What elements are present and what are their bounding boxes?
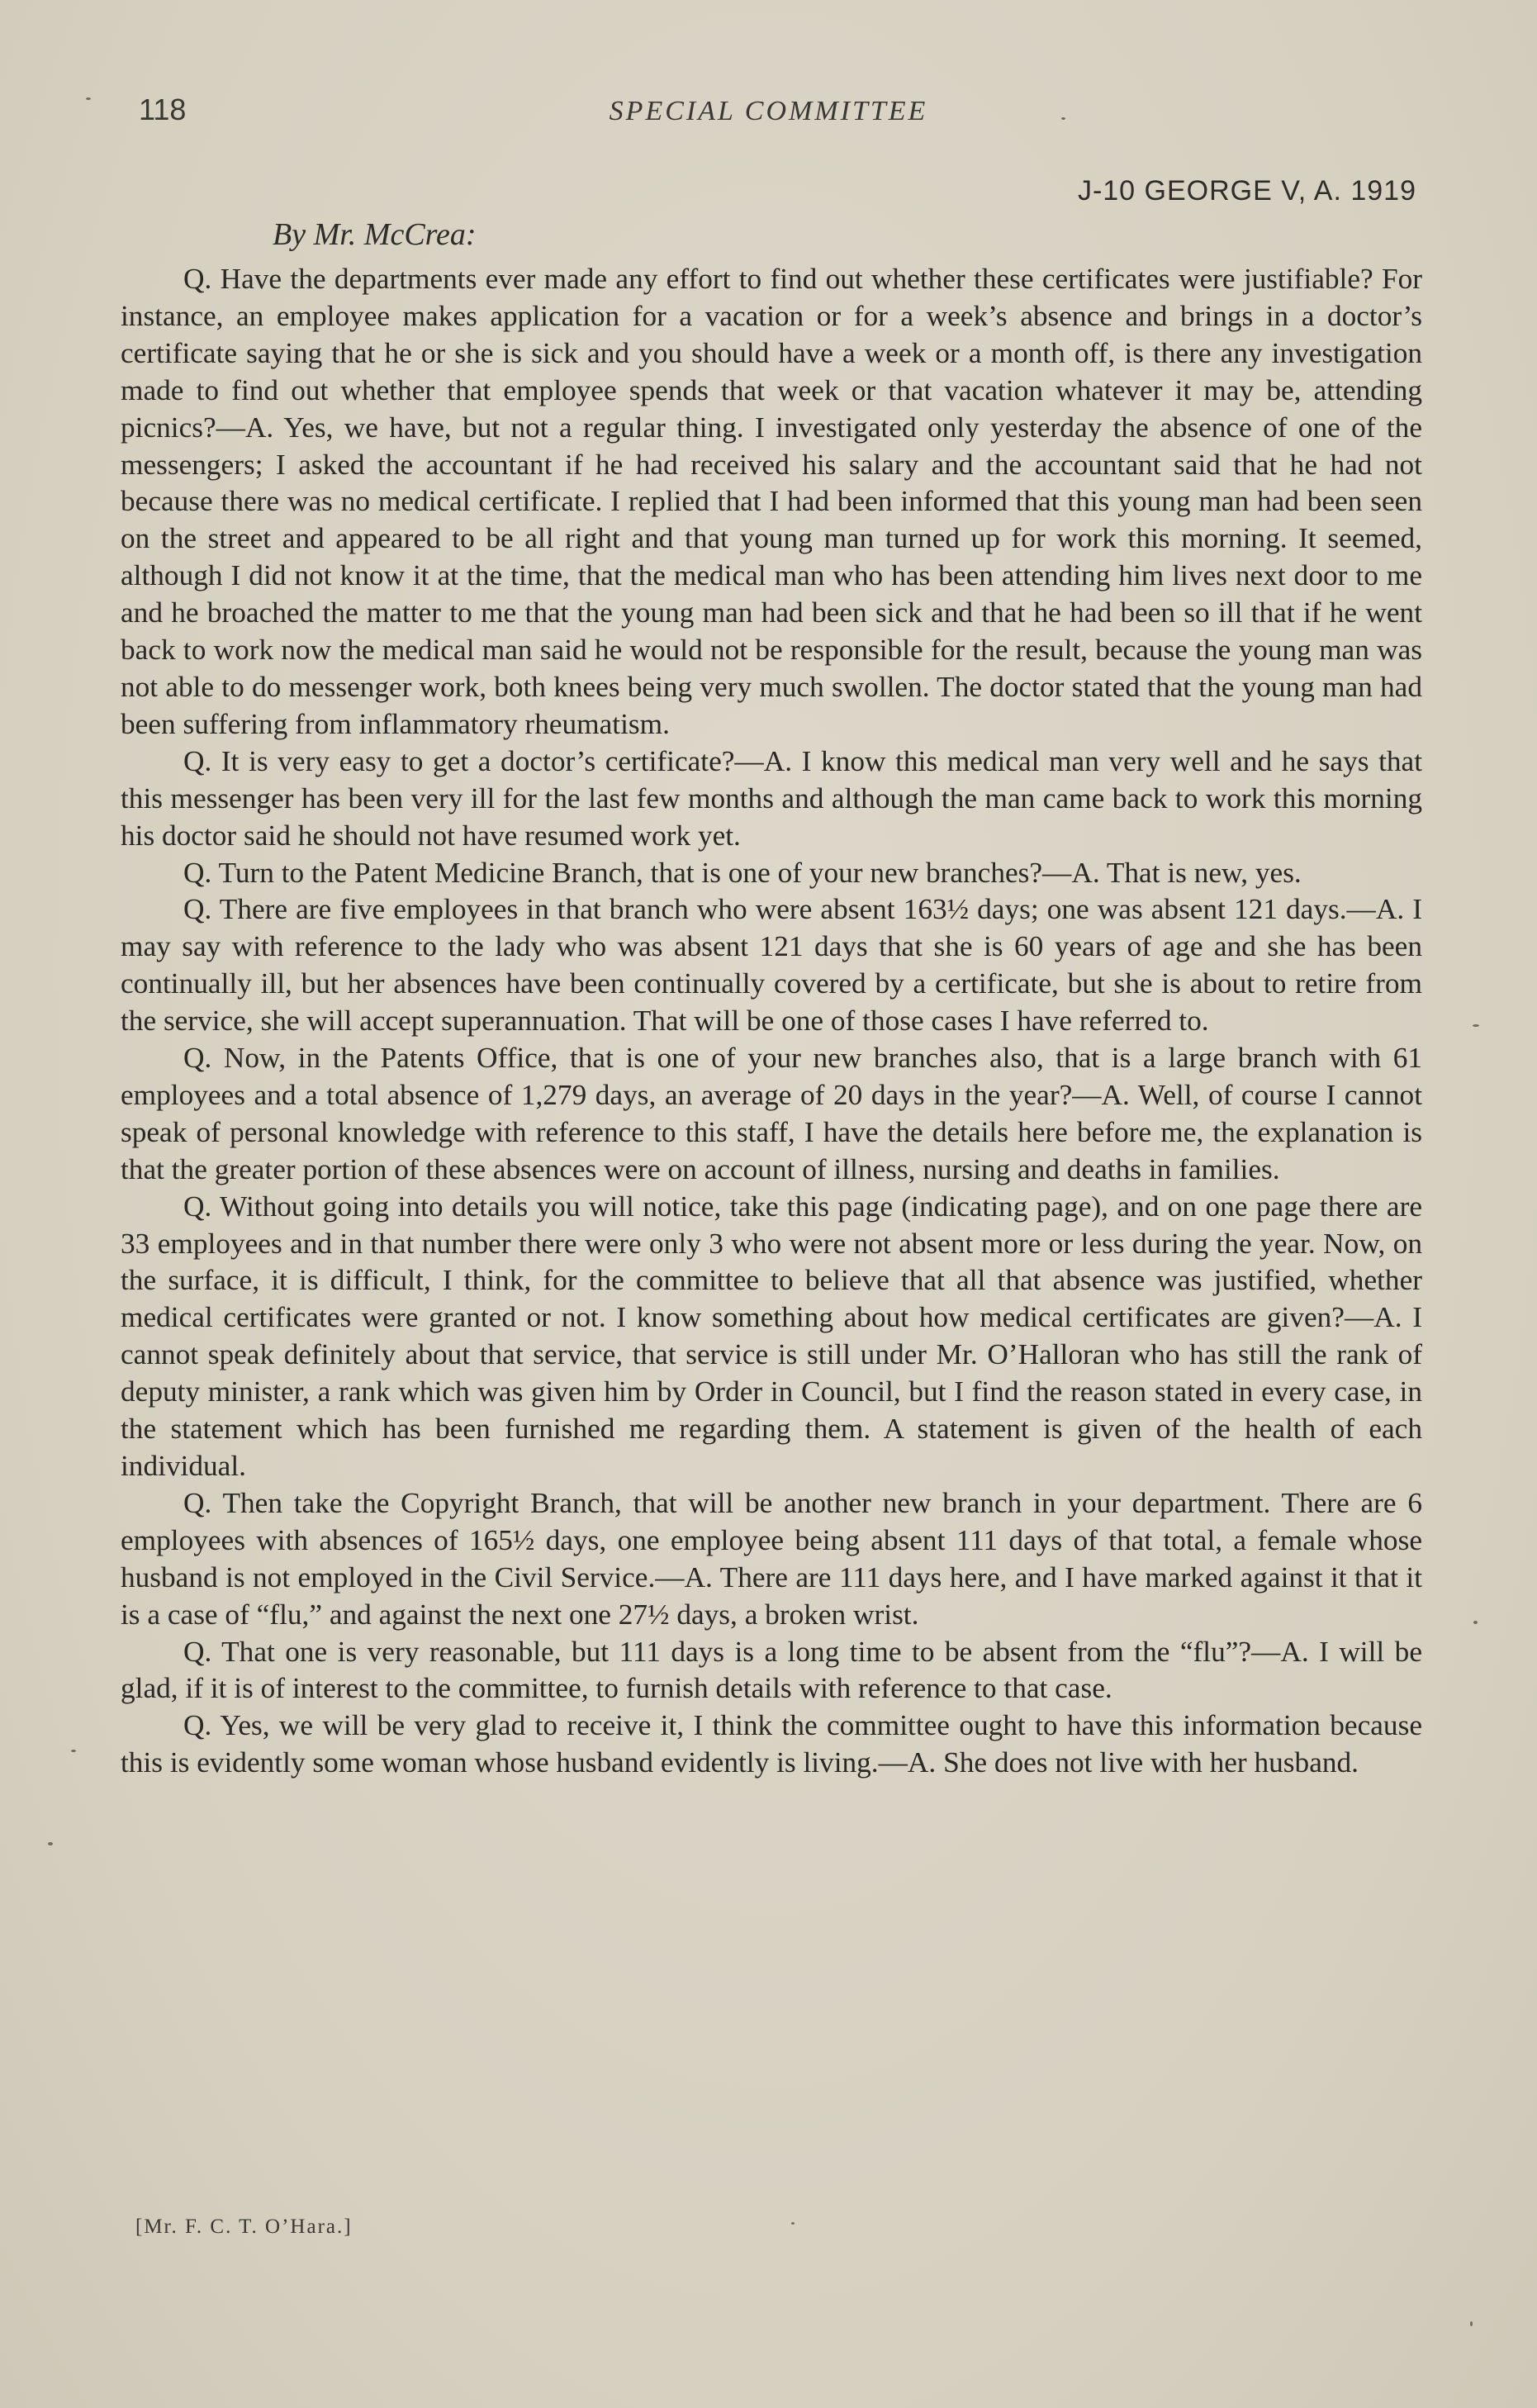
paper-speck — [86, 97, 91, 100]
paper-speck — [791, 2222, 795, 2225]
paragraph: Q. It is very easy to get a doctor’s certificate?—A. I know this medical man very well and he says that this messenger has been very ill for the last few months and although the man came back to work this morning his doctor said he should not have resumed work yet. — [121, 744, 1422, 852]
paper-speck — [1061, 117, 1065, 120]
paper-speck — [1473, 1621, 1478, 1624]
paragraph: Q. Turn to the Patent Medicine Branch, that is one of your new branches?—A. That is new, yes. — [183, 856, 1302, 889]
paragraph: Q. Now, in the Patents Office, that is one of your new branches also, that is a large branch with 61 employees and a total absence of 1,279 days, an average of 20 days in the year?—A. Well, of course I cannot speak of personal knowledge with reference to this staff, I have the details here before me, the explanation is that the greater portion of these absences were on account of illness, nursing and deaths in families. — [121, 1042, 1422, 1185]
paragraph: Q. There are five employees in that branch who were absent 163½ days; one was absent 121 days.—A. I may say with reference to the lady who was absent 121 days that she is 60 years of age and she has been continually ill, but her absences have been continually covered by a certificate, but she is about to retire from the service, she will accept superannuation. That will be one of those cases I have referred to. — [121, 893, 1422, 1038]
paragraph: Q. Then take the Copyright Branch, that will be another new branch in your department. There are 6 employees with absences of 165½ days, one employee being absent 111 days of that total, a female whose husband is not employed in the Civil Service.—A. There are 111 days here, and I have marked against it that it is a case of “flu,” and against the next one 27½ days, a broken wrist. — [121, 1486, 1422, 1631]
paper-speck — [71, 1750, 76, 1752]
running-title: SPECIAL COMMITTEE — [609, 96, 928, 126]
paragraph: Q. Yes, we will be very glad to receive it, I think the committee ought to have this information because this is evidently some woman whose husband evidently is living.—A. She does not live with her husband. — [121, 1709, 1422, 1779]
page-number: 118 — [139, 93, 187, 126]
paper-speck — [1473, 1024, 1479, 1027]
paper-speck — [1470, 2321, 1473, 2326]
paragraph: Q. That one is very reasonable, but 111 days is a long time to be absent from the “flu”?—A. I will be glad, if it is of interest to the committee, to furnish details with reference to that case. — [121, 1635, 1422, 1705]
paragraph: Q. Have the departments ever made any effort to find out whether these certificates were justifiable? For instance, an employee makes application for a vacation or for a week’s absence and brings in a doctor’s certificate saying that he or she is sick and you should have a week or a month off, is there any investigation made to find out whether that employee spends that week or that vacation whatever it may be, attending picnics?—A. Yes, we have, but not a regular thing. I investigated only yesterday the absence of one of the messengers; I asked the accountant if he had received his salary and the accountant said that he had not because there was no medical certificate. I replied that I had been informed that this young man had been seen on the street and appeared to be all right and that young man turned up for work this morning. It seemed, although I did not know it at the time, that the medical man who has been attending him lives next door to me and he broached the matter to me that the young man had been sick and that he had been so ill that if he went back to work now the medical man said he would not be responsible for the result, because the young man was not able to do messenger work, both knees being very much swollen. The doctor stated that the young man had been suffering from inflammatory rheumatism. — [121, 263, 1422, 740]
paper-speck — [48, 1842, 53, 1845]
speaker-heading: By Mr. McCrea: — [273, 217, 477, 252]
body-text — [121, 261, 1422, 1782]
session-label: J-10 GEORGE V, A. 1919 — [1077, 175, 1416, 207]
footer-note: [Mr. F. C. T. O’Hara.] — [135, 2216, 353, 2238]
paragraph: Q. Without going into details you will notice, take this page (indicating page), and on one page there are 33 employees and in that number there were only 3 who were not absent more or less during the year. Now, on the surface, it is difficult, I think, for the committee to believe that all that absence was justified, whether medical certificates were granted or not. I know something about how medical certificates are given?—A. I cannot speak definitely about that service, that service is still under Mr. O’Halloran who has still the rank of deputy minister, a rank which was given him by Order in Council, but I find the reason stated in every case, in the statement which has been furnished me regarding them. A statement is given of the health of each individual. — [121, 1190, 1422, 1482]
